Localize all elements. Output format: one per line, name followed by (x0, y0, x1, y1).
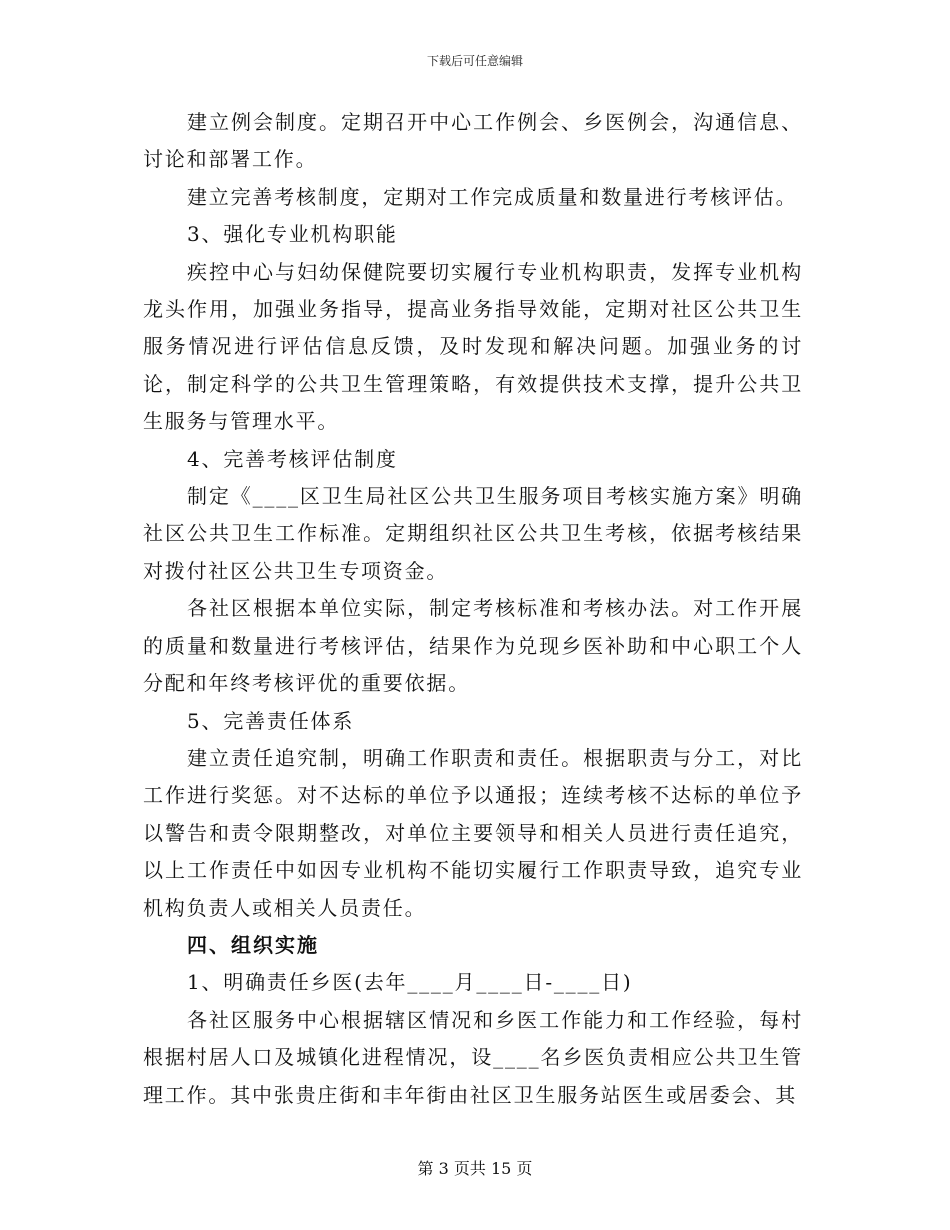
paragraph-assessment-system: 建立完善考核制度，定期对工作完成质量和数量进行考核评估。 (187, 184, 798, 209)
paragraph-community-centers: 各社区服务中心根据辖区情况和乡医工作能力和工作经验，每村根据村居人口及城镇化进程情况，设____名乡医负责相应公共卫生管理工作。其中张贵庄街和丰年街由社区卫生服务站医生或居委会、其 (143, 1007, 803, 1107)
paragraph-accountability: 建立责任追究制，明确工作职责和责任。根据职责与分工，对比工作进行奖惩。对不达标的单位予以通报；连续考核不达标的单位予以警告和责令限期整改，对单位主要领导和相关人员进行责任追究，以上工作责任中如因专业机构不能切实履行工作职责导致，追究专业机构负责人或相关人员责任。 (143, 745, 803, 920)
section-heading-implementation: 四、组织实施 (187, 932, 319, 957)
heading-responsibility-system: 5、完善责任体系 (187, 708, 355, 733)
heading-improve-assessment: 4、完善考核评估制度 (187, 446, 398, 471)
paragraph-meeting-system: 建立例会制度。定期召开中心工作例会、乡医例会，沟通信息、讨论和部署工作。 (143, 110, 803, 172)
paragraph-assessment-plan: 制定《____区卫生局社区公共卫生服务项目考核实施方案》明确社区公共卫生工作标准。定期组织社区公共卫生考核，依据考核结果对拨付社区公共卫生专项资金。 (143, 484, 803, 583)
page-footer: 第 3 页共 15 页 (417, 1159, 533, 1178)
paragraph-community-standards: 各社区根据本单位实际，制定考核标准和考核办法。对工作开展的质量和数量进行考核评估，结果作为兑现乡医补助和中心职工个人分配和年终考核评优的重要依据。 (143, 596, 803, 696)
heading-strengthen-institutions: 3、强化专业机构职能 (187, 222, 398, 247)
paragraph-disease-control: 疾控中心与妇幼保健院要切实履行专业机构职责，发挥专业机构龙头作用，加强业务指导，提高业务指导效能，定期对社区公共卫生服务情况进行评估信息反馈，及时发现和解决问题。加强业务的讨论，制定科学的公共卫生管理策略，有效提供技术支撑，提升公共卫生服务与管理水平。 (143, 259, 803, 434)
heading-assign-doctors: 1、明确责任乡医(去年____月____日-____日) (187, 970, 633, 995)
page-header: 下载后可任意编辑 (426, 54, 523, 68)
document-body (143, 104, 803, 1114)
